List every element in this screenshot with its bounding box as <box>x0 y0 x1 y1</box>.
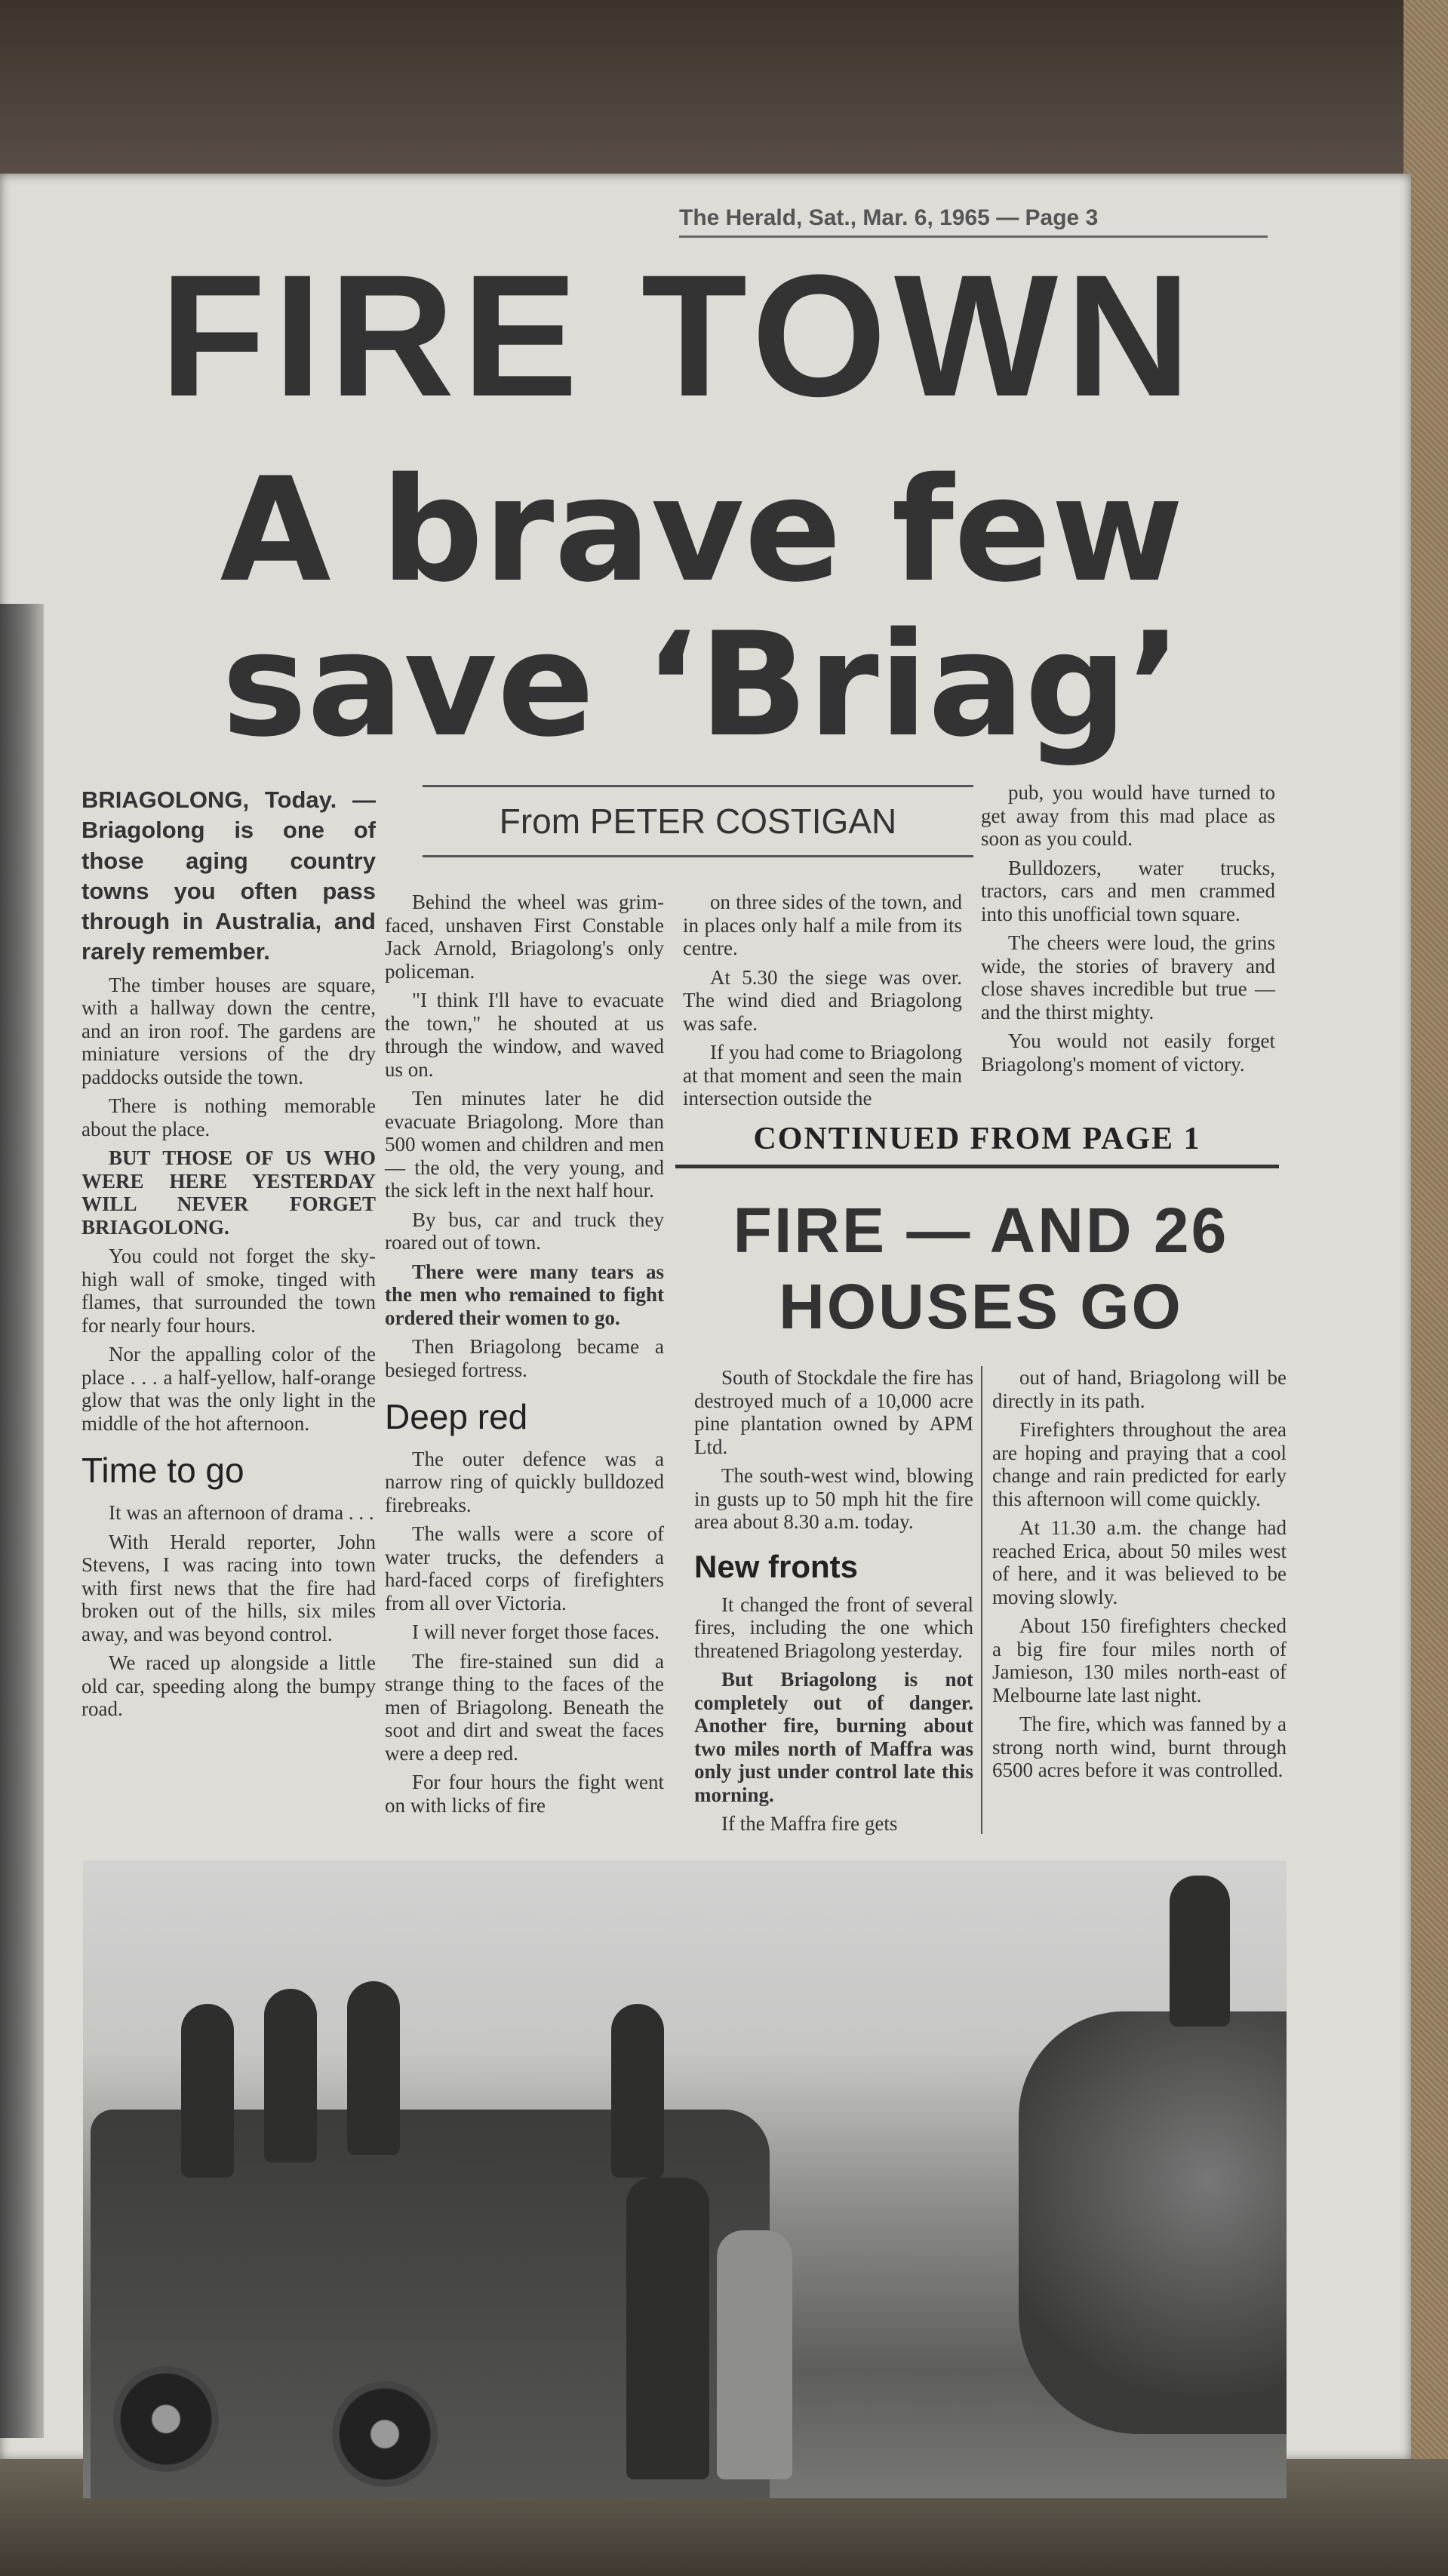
article-column-1 <box>81 785 376 1727</box>
headline-main-line-1: A brave few <box>220 447 1184 614</box>
adjacent-photo-edge <box>0 604 44 2438</box>
firefighter <box>1170 1876 1230 2027</box>
paragraph: Then Briagolong became a besieged fortress. <box>385 1335 664 1381</box>
paragraph: Bulldozers, water trucks, tractors, cars and men crammed into this unofficial town square. <box>981 856 1275 925</box>
headline-main <box>136 447 1268 769</box>
firefighter <box>717 2230 792 2479</box>
paragraph: You could not forget the sky-high wall of smoke, tinged with flames, that surrounded the town for nearly four hours. <box>81 1245 376 1337</box>
truck-wheel <box>332 2381 438 2487</box>
firefighter <box>181 2004 234 2177</box>
paragraph: It was an afternoon of drama . . . <box>109 1501 374 1525</box>
firefighter <box>611 2004 664 2177</box>
lead-paragraph: BRIAGOLONG, Today. — Briagolong is one of those aging country towns you often pass through in Australia, and rarely remember. <box>81 786 376 965</box>
paragraph: Nor the appalling color of the place . . . a half-yellow, half-orange glow that was the only light in the middle of the hot afternoon. <box>81 1343 376 1435</box>
paragraph: But Briagolong is not completely out of danger. Another fire, burning about two miles north of Maffra was only just under control late this morning. <box>694 1668 973 1806</box>
second-headline-line-1: FIRE — AND 26 <box>733 1195 1229 1266</box>
second-headline-line-2: HOUSES GO <box>779 1270 1183 1342</box>
paragraph: pub, you would have turned to get away from this mad place as soon as you could. <box>981 781 1275 850</box>
subheading-new-fronts: New fronts <box>694 1548 859 1584</box>
headline-top: FIRE TOWN <box>159 239 1199 432</box>
firefighter <box>264 1989 317 2162</box>
article-column-4 <box>981 781 1275 1082</box>
paragraph: At 11.30 a.m. the change had reached Erica, about 50 miles west of here, and it was believed to be moving slowly. <box>992 1516 1287 1608</box>
firefighter <box>626 2177 709 2479</box>
second-headline <box>664 1193 1298 1345</box>
continued-from-page-label: CONTINUED FROM PAGE 1 <box>675 1121 1279 1168</box>
firefighter <box>347 1981 400 2155</box>
paragraph: By bus, car and truck they roared out of town. <box>385 1208 664 1254</box>
paragraph: Ten minutes later he did evacuate Briagolong. More than 500 women and children and men — the old, the very young, and the sick left in the next half hour. <box>385 1087 664 1202</box>
paragraph: The walls were a score of water trucks, the defenders a hard-faced corps of firefighters from all over Victoria. <box>385 1522 664 1614</box>
subheading-deep-red: Deep red <box>385 1397 528 1436</box>
paragraph: Behind the wheel was grim-faced, unshaven First Constable Jack Arnold, Briagolong's only policeman. <box>385 891 664 983</box>
paragraph: About 150 firefighters checked a big fire four miles north of Jamieson, 130 miles north-east of Melbourne late last night. <box>992 1614 1287 1707</box>
paragraph: The cheers were loud, the grins wide, the stories of bravery and close shaves incredible but true —and the thirst mighty. <box>981 931 1275 1023</box>
paragraph: BUT THOSE OF US WHO WERE HERE YESTERDAY WILL NEVER FORGET BRIAGOLONG. <box>81 1146 376 1239</box>
firefighters-photo <box>83 1860 1287 2498</box>
paragraph: With Herald reporter, John Stevens, I was racing into town with first news that the fire had broken out of the hills, six miles away, and was beyond control. <box>81 1530 376 1645</box>
article-column-5 <box>694 1366 973 1842</box>
article-column-6 <box>992 1366 1287 1788</box>
paragraph: The fire-stained sun did a strange thing to the faces of the men of Briagolong. Beneath the soot and dirt and sweat the faces were a deep red. <box>385 1649 664 1765</box>
paragraph: If the Maffra fire gets <box>721 1812 898 1836</box>
truck-wheel <box>113 2366 219 2472</box>
paragraph: The outer defence was a narrow ring of quickly bulldozed firebreaks. <box>385 1447 664 1516</box>
paragraph: If you had come to Briagolong at that moment and seen the main intersection outside the <box>683 1041 962 1109</box>
paragraph: At 5.30 the siege was over. The wind died and Briagolong was safe. <box>683 965 962 1035</box>
background-wall <box>0 0 1448 189</box>
water-tank <box>1019 2011 1287 2434</box>
article-column-2 <box>385 891 664 1823</box>
paragraph: on three sides of the town, and in places only half a mile from its centre. <box>683 891 962 959</box>
paragraph: You would not easily forget Briagolong's moment of victory. <box>981 1029 1275 1076</box>
paragraph: Firefighters throughout the area are hoping and praying that a cool change and rain predicted for early this afternoon will come quickly. <box>992 1418 1287 1510</box>
paragraph: South of Stockdale the fire has destroyed much of a 10,000 acre pine plantation owned by APM Ltd. <box>694 1366 973 1458</box>
headline-main-line-2: save ‘Briag’ <box>221 602 1182 769</box>
paragraph: For four hours the fight went on with licks of fire <box>385 1771 664 1817</box>
paragraph: I will never forget those faces. <box>412 1620 659 1644</box>
paragraph: There were many tears as the men who remained to fight ordered their women to go. <box>385 1260 664 1329</box>
column-divider <box>981 1366 982 1834</box>
article-column-3 <box>683 891 962 1116</box>
subheading-time-to-go: Time to go <box>81 1451 244 1491</box>
paragraph: out of hand, Briagolong will be directly in its path. <box>992 1366 1287 1412</box>
dateline: The Herald, Sat., Mar. 6, 1965 — Page 3 <box>679 205 1268 238</box>
paragraph: "I think I'll have to evacuate the town," he shouted at us through the window, and waved us on. <box>385 989 664 1081</box>
byline: From PETER COSTIGAN <box>423 785 973 857</box>
paragraph: The south-west wind, blowing in gusts up to 50 mph hit the fire area about 8.30 a.m. today. <box>694 1464 973 1533</box>
paragraph: The fire, which was fanned by a strong north wind, burnt through 6500 acres before it was controlled. <box>992 1713 1287 1781</box>
paragraph: The timber houses are square, with a hallway down the centre, and an iron roof. The gardens are miniature versions of the dry paddocks outside the town. <box>81 973 376 1088</box>
paragraph: We raced up alongside a little old car, speeding along the bumpy road. <box>81 1651 376 1721</box>
paragraph: There is nothing memorable about the place. <box>81 1094 376 1140</box>
paragraph: It changed the front of several fires, including the one which threatened Briagolong yesterday. <box>694 1593 973 1662</box>
